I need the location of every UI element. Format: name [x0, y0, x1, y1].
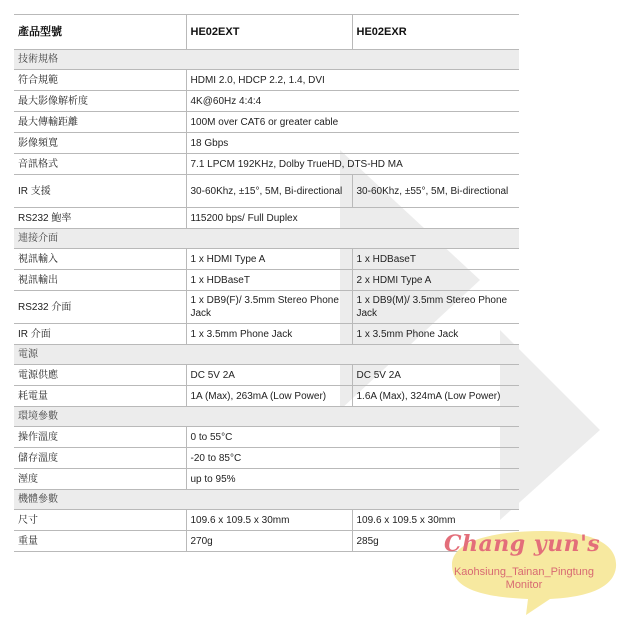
spec-value-model-a: 1A (Max), 263mA (Low Power): [186, 386, 352, 407]
spec-value-model-a: 109.6 x 109.5 x 30mm: [186, 510, 352, 531]
table-row: [14, 175, 519, 208]
spec-label: IR 介面: [14, 324, 186, 345]
spec-value-model-a: 270g: [186, 531, 352, 552]
brand-subtitle-line1: Kaohsiung_Tainan_Pingtung: [453, 566, 595, 578]
spec-value: 7.1 LPCM 192KHz, Dolby TrueHD, DTS-HD MA: [186, 154, 519, 175]
brand-watermark: [430, 525, 620, 620]
brand-title: Chang yun's: [444, 531, 601, 557]
table-row: [14, 154, 519, 175]
spec-label: 耗電量: [14, 386, 186, 407]
table-row: [14, 427, 519, 448]
section-row: [14, 345, 519, 365]
table-header-row: [14, 15, 519, 50]
spec-label: RS232 介面: [14, 291, 186, 324]
spec-label: 視訊輸出: [14, 270, 186, 291]
spec-label: 操作溫度: [14, 427, 186, 448]
spec-value-model-a: DC 5V 2A: [186, 365, 352, 386]
spec-value-model-b: 109.6 x 109.5 x 30mm: [352, 510, 519, 531]
section-label: 環境參數: [14, 407, 519, 427]
table-row: [14, 249, 519, 270]
section-row: [14, 229, 519, 249]
spec-value-model-a: 1 x HDBaseT: [186, 270, 352, 291]
table-row: [14, 448, 519, 469]
spec-label: 電源供應: [14, 365, 186, 386]
spec-value: 100M over CAT6 or greater cable: [186, 112, 519, 133]
spec-label: 溼度: [14, 469, 186, 490]
brand-subtitle: [432, 566, 616, 592]
spec-value: 115200 bps/ Full Duplex: [186, 208, 519, 229]
header-model-b: HE02EXR: [352, 15, 519, 50]
spec-value: 0 to 55°C: [186, 427, 519, 448]
section-row: [14, 407, 519, 427]
spec-label: 重量: [14, 531, 186, 552]
spec-value-model-a: 1 x 3.5mm Phone Jack: [186, 324, 352, 345]
table-row: [14, 291, 519, 324]
spec-value-model-b: DC 5V 2A: [352, 365, 519, 386]
spec-label: 符合規範: [14, 70, 186, 91]
table-row: [14, 469, 519, 490]
section-label: 連接介面: [14, 229, 519, 249]
table-row: [14, 270, 519, 291]
spec-table: [14, 14, 519, 552]
section-row: [14, 490, 519, 510]
spec-value-model-a: 30-60Khz, ±15°, 5M, Bi-directional: [186, 175, 352, 208]
section-row: [14, 50, 519, 70]
spec-value: 4K@60Hz 4:4:4: [186, 91, 519, 112]
header-model-a: HE02EXT: [186, 15, 352, 50]
table-row: [14, 324, 519, 345]
spec-value-model-a: 1 x DB9(F)/ 3.5mm Stereo Phone Jack: [186, 291, 352, 324]
spec-value: up to 95%: [186, 469, 519, 490]
spec-label: 儲存溫度: [14, 448, 186, 469]
table-row: [14, 133, 519, 154]
table-row: [14, 91, 519, 112]
spec-label: 尺寸: [14, 510, 186, 531]
spec-value-model-a: 1 x HDMI Type A: [186, 249, 352, 270]
spec-label: 最大傳輸距離: [14, 112, 186, 133]
spec-label: 最大影像解析度: [14, 91, 186, 112]
spec-value-model-b: 1 x 3.5mm Phone Jack: [352, 324, 519, 345]
spec-value-model-b: 1.6A (Max), 324mA (Low Power): [352, 386, 519, 407]
table-row: [14, 386, 519, 407]
table-row: [14, 70, 519, 91]
header-item: 產品型號: [14, 15, 186, 50]
spec-value: HDMI 2.0, HDCP 2.2, 1.4, DVI: [186, 70, 519, 91]
spec-label: 影像頻寬: [14, 133, 186, 154]
table-row: [14, 208, 519, 229]
spec-label: 音訊格式: [14, 154, 186, 175]
spec-value-model-b: 1 x HDBaseT: [352, 249, 519, 270]
section-label: 電源: [14, 345, 519, 365]
spec-table-body: [14, 50, 519, 552]
spec-label: IR 支援: [14, 175, 186, 208]
spec-value-model-b: 30-60Khz, ±55°, 5M, Bi-directional: [352, 175, 519, 208]
section-label: 技術規格: [14, 50, 519, 70]
spec-value: 18 Gbps: [186, 133, 519, 154]
spec-value-model-b: 2 x HDMI Type A: [352, 270, 519, 291]
spec-label: RS232 鮑率: [14, 208, 186, 229]
spec-value-model-b: 285g: [352, 531, 519, 552]
brand-subtitle-line2: Monitor: [505, 579, 543, 591]
spec-value-model-b: 1 x DB9(M)/ 3.5mm Stereo Phone Jack: [352, 291, 519, 324]
spec-value: -20 to 85°C: [186, 448, 519, 469]
table-row: [14, 112, 519, 133]
spec-label: 視訊輸入: [14, 249, 186, 270]
table-row: [14, 365, 519, 386]
section-label: 機體參數: [14, 490, 519, 510]
